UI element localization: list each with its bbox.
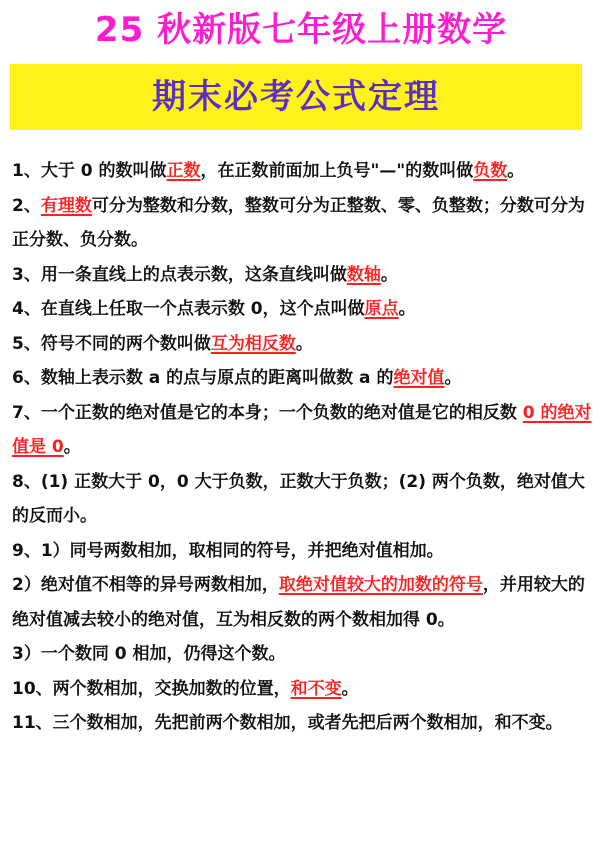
item-text: 。 xyxy=(507,161,525,181)
list-item xyxy=(12,637,592,672)
highlighted-term: 正数 xyxy=(166,161,201,181)
item-text: 。 xyxy=(398,299,416,319)
highlighted-term: 负数 xyxy=(473,161,508,181)
list-item xyxy=(12,154,592,189)
item-text: 。 xyxy=(63,437,81,457)
subtitle-banner: 期末必考公式定理 xyxy=(10,64,582,130)
list-item xyxy=(12,465,592,534)
highlighted-term: 和不变 xyxy=(290,678,342,699)
highlighted-term: 数轴 xyxy=(346,264,381,285)
item-text: 7、一个正数的绝对值是它的本身；一个负数的绝对值是它的相反数 xyxy=(12,402,523,423)
highlighted-term: 取绝对值较大的加数的符号 xyxy=(278,575,483,595)
item-text: 可分为整数和分数，整数可分为正整数、零、负整数；分数可分为正分数、负分数。 xyxy=(12,195,585,250)
item-text: 3）一个数同 0 相加，仍得这个数。 xyxy=(12,644,286,664)
item-text: 1、大于 0 的数叫做 xyxy=(12,161,167,181)
item-text: 。 xyxy=(444,368,462,388)
list-item xyxy=(12,327,592,362)
item-text: ，在正数前面加上负号"—"的数叫做 xyxy=(200,161,474,181)
highlighted-term: 绝对值 xyxy=(393,368,445,388)
highlighted-term: 原点 xyxy=(364,299,399,319)
highlighted-term: 0 的绝对值是 0 xyxy=(12,402,592,457)
list-item xyxy=(12,189,592,258)
page-title: 25 秋新版七年级上册数学 xyxy=(94,10,508,50)
item-text: 。 xyxy=(380,264,398,285)
list-item xyxy=(12,534,592,569)
item-text: 2）绝对值不相等的异号两数相加， xyxy=(12,575,279,595)
list-item xyxy=(12,568,592,637)
list-item xyxy=(12,396,592,465)
item-text: 4、在直线上任取一个点表示数 0，这个点叫做 xyxy=(12,299,365,319)
item-text: 5、符号不同的两个数叫做 xyxy=(12,333,211,354)
item-text: 2、 xyxy=(12,195,41,216)
highlighted-term: 有理数 xyxy=(40,195,92,216)
item-text: 8、(1) 正数大于 0，0 大于负数，正数大于负数；(2) 两个负数，绝对值大的反而小。 xyxy=(12,471,585,526)
highlighted-term: 互为相反数 xyxy=(210,333,296,354)
item-text: ，并用较大的绝对值减去较小的绝对值，互为相反数的两个数相加得 0。 xyxy=(12,575,585,630)
item-text: 9、1）同号两数相加，取相同的符号，并把绝对值相加。 xyxy=(12,540,444,561)
list-item xyxy=(12,361,592,396)
item-text: 3、用一条直线上的点表示数，这条直线叫做 xyxy=(12,264,347,285)
formula-list xyxy=(12,154,592,741)
item-text: 6、数轴上表示数 a 的点与原点的距离叫做数 a 的 xyxy=(12,368,394,388)
item-text: 。 xyxy=(341,678,359,699)
list-item xyxy=(12,292,592,327)
item-text: 10、两个数相加，交换加数的位置， xyxy=(12,678,291,699)
item-text: 。 xyxy=(295,333,313,354)
list-item xyxy=(12,258,592,293)
item-text: 11、三个数相加，先把前两个数相加，或者先把后两个数相加，和不变。 xyxy=(12,713,563,733)
list-item xyxy=(12,706,592,741)
list-item xyxy=(12,672,592,707)
